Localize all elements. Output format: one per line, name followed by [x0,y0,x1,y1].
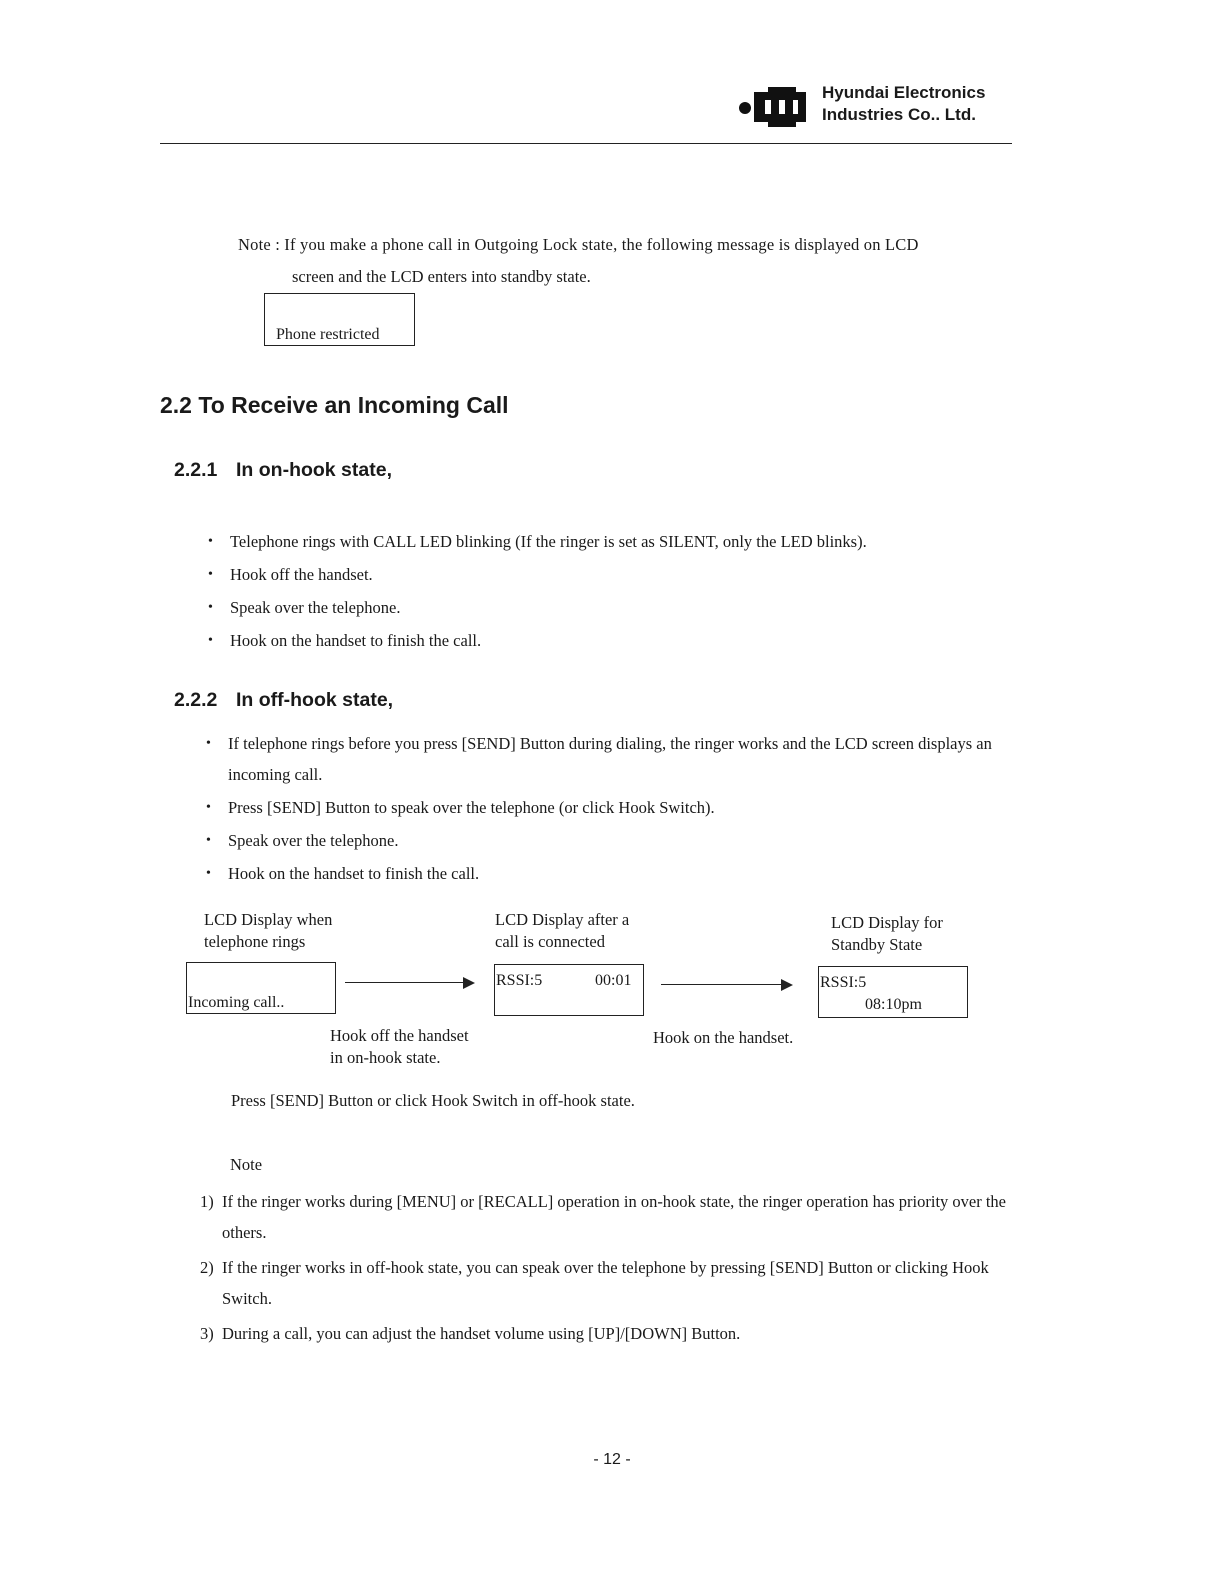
caption-line: telephone rings [204,932,306,951]
arrow1-label [330,1025,469,1069]
arrow1-alt-label: Press [SEND] Button or click Hook Switch in off-hook state. [231,1091,635,1110]
subsection-2-2-1-heading [174,459,392,482]
caption-connected [495,909,629,953]
note-marker: 1) [200,1192,214,1211]
lcd-standby-rssi: RSSI:5 [820,974,867,991]
lcd-phone-restricted [264,293,415,346]
lcd-incoming-call [186,962,336,1014]
arrow2-label: Hook on the handset. [653,1028,794,1047]
list-item: • Speak over the telephone. [206,825,1012,856]
subsection-title: In on-hook state, [236,459,392,481]
on-hook-steps-list [208,528,1008,660]
notes-title: Note [230,1155,263,1174]
lcd-standby-clock: 08:10pm [865,996,922,1013]
caption-line: Standby State [831,935,923,954]
caption-line: call is connected [495,932,605,951]
list-item [200,1318,1006,1349]
list-item: • Press [SEND] Button to speak over the telephone (or click Hook Switch). [206,792,1012,823]
off-hook-steps-list [206,728,1012,891]
caption-line: LCD Display after a [495,910,630,929]
lcd-connected-timer: 00:01 [595,972,632,989]
list-item: • Hook off the handset. [208,561,1008,594]
caption-line: LCD Display for [831,913,943,932]
lcd-incoming-call-text: Incoming call.. [188,994,285,1011]
caption-standby [831,912,943,956]
arrow-right-icon [345,976,475,990]
lcd-standby [818,966,968,1018]
arrow-right-icon [661,978,793,992]
caption-line: Hook off the handset [330,1026,469,1045]
subsection-title: In off-hook state, [236,689,394,711]
note-text: If the ringer works during [MENU] or [RECALL] operation in on-hook state, the ringer operation has priority over the others. [222,1192,1006,1242]
list-item [200,1252,1006,1314]
company-name-line1: Hyundai Electronics [822,83,986,102]
section-title: 2.2 To Receive an Incoming Call [160,392,509,418]
list-item: • Hook on the handset to finish the call. [206,858,1012,889]
company-name-line2: Industries Co.. Ltd. [822,105,976,124]
list-item [200,1186,1006,1248]
notes-list [200,1186,1006,1353]
note-outgoing-lock-line1: Note : If you make a phone call in Outgoing Lock state, the following message is displayed on LCD [238,235,919,254]
subsection-2-2-2-heading [174,689,393,712]
list-item: • Telephone rings with CALL LED blinking (If the ringer is set as SILENT, only the LED blinks). [208,528,1008,561]
note-text: If the ringer works in off-hook state, you can speak over the telephone by pressing [SEND] Button or clicking Hook Switch. [222,1258,989,1308]
list-item: • Speak over the telephone. [208,594,1008,627]
list-item: • If telephone rings before you press [SEND] Button during dialing, the ringer works and the LCD screen displays an incoming call. [206,728,1012,790]
header-rule [160,143,1012,144]
note-marker: 2) [200,1258,214,1277]
company-name [822,82,985,126]
caption-line: LCD Display when [204,910,333,929]
caption-ringing [204,909,332,953]
list-item: • Hook on the handset to finish the call. [208,627,1008,660]
subsection-number: 2.2.1 [174,459,218,481]
lcd-connected-rssi: RSSI:5 [496,972,543,989]
note-outgoing-lock-line2: screen and the LCD enters into standby state. [292,267,591,286]
page-number: - 12 - [593,1451,631,1468]
note-text: During a call, you can adjust the handset volume using [UP]/[DOWN] Button. [222,1324,741,1343]
hyundai-logo-icon [738,84,810,130]
subsection-number: 2.2.2 [174,689,218,711]
caption-line: in on-hook state. [330,1048,441,1067]
lcd-phone-restricted-text: Phone restricted [276,326,380,343]
lcd-connected [494,964,644,1016]
note-marker: 3) [200,1324,214,1343]
